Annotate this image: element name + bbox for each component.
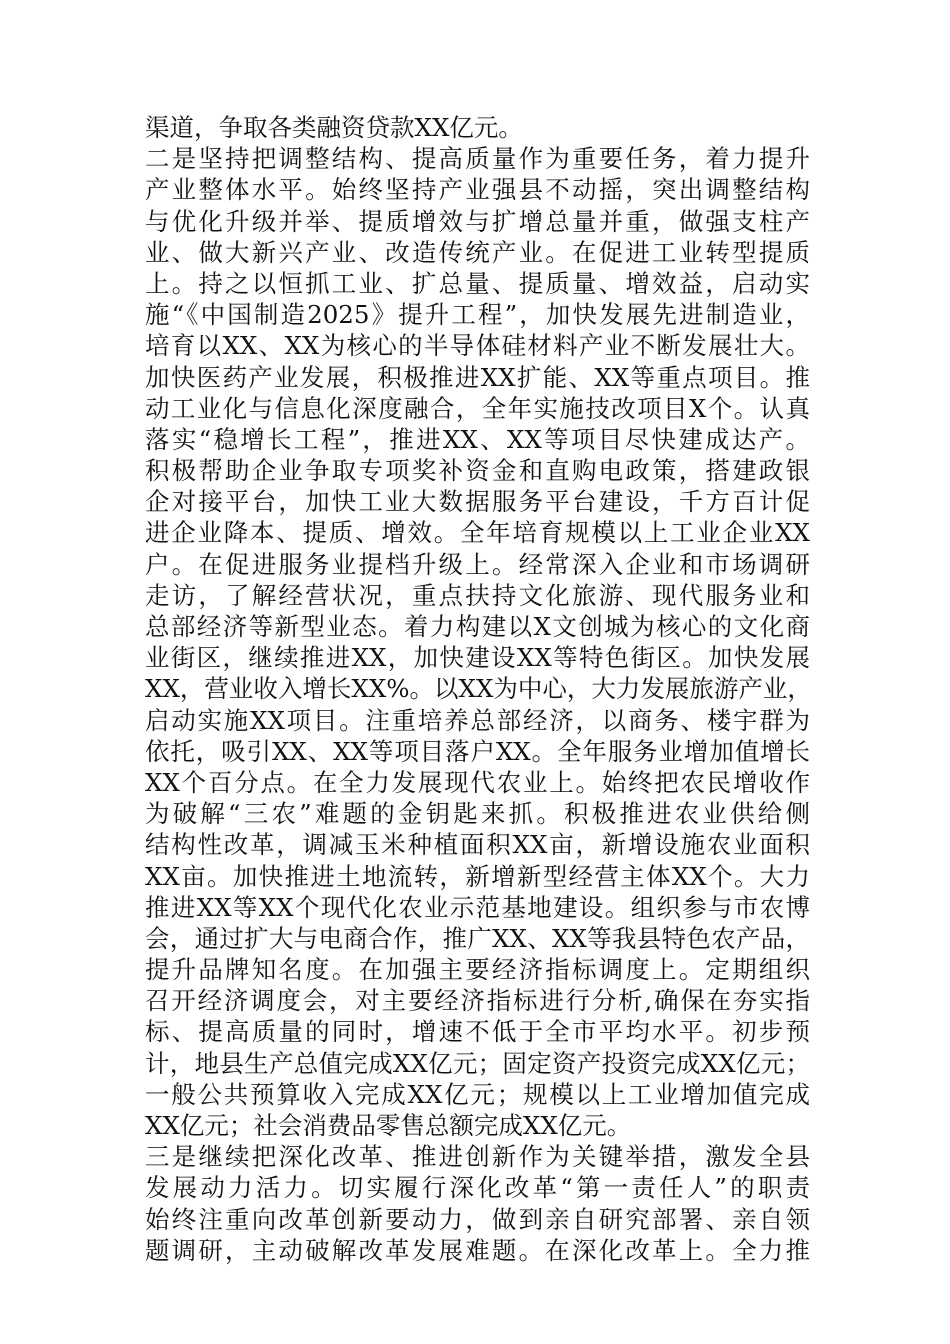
text-line: 总部经济等新型业态。着力构建以X文创城为核心的文化商 (145, 612, 810, 641)
text-line: 上。持之以恒抓工业、扩总量、提质量、增效益，启动实 (145, 268, 810, 298)
text-line: 推进XX等XX个现代化农业示范基地建设。组织参与市农博 (145, 892, 810, 922)
text-line: 业、做大新兴产业、改造传统产业。在促进工业转型提质 (145, 237, 810, 267)
text-line: 召开经济调度会，对主要经济指标进行分析,确保在夯实指 (145, 986, 810, 1016)
text-line: 加快医药产业发展，积极推进XX扩能、XX等重点项目。推 (145, 362, 810, 392)
text-line: 为破解“三农”难题的金钥匙来抓。积极推进农业供给侧 (145, 799, 810, 829)
text-line: 启动实施XX项目。注重培养总部经济，以商务、楼宇群为 (145, 705, 810, 735)
text-line: XX，营业收入增长XX%。以XX为中心，大力发展旅游产业， (145, 674, 812, 704)
text-line: XX亿元；社会消费品零售总额完成XX亿元。 (145, 1111, 632, 1140)
text-line: 渠道，争取各类融资贷款XX亿元。 (145, 113, 523, 142)
text-line: 结构性改革，调减玉米种植面积XX亩，新增设施农业面积 (145, 830, 810, 860)
text-line: 业街区，继续推进XX，加快建设XX等特色街区。加快发展 (145, 643, 810, 673)
text-line: 二是坚持把调整结构、提高质量作为重要任务，着力提升 (145, 144, 810, 174)
text-line: 标、提高质量的同时，增速不低于全市平均水平。初步预 (145, 1017, 810, 1047)
text-line: 提升品牌知名度。在加强主要经济指标调度上。定期组织 (145, 955, 810, 985)
text-line: 进企业降本、提质、增效。全年培育规模以上工业企业XX (145, 518, 810, 548)
text-line: 发展动力活力。切实履行深化改革“第一责任人”的职责 (145, 1173, 810, 1203)
text-line: 三是继续把深化改革、推进创新作为关键举措，激发全县 (145, 1142, 810, 1172)
text-line: 依托，吸引XX、XX等项目落户XX。全年服务业增加值增长 (145, 736, 810, 766)
text-line: 一般公共预算收入完成XX亿元；规模以上工业增加值完成 (145, 1079, 810, 1109)
text-line: 积极帮助企业争取专项奖补资金和直购电政策，搭建政银 (145, 456, 810, 486)
text-line: 企对接平台，加快工业大数据服务平台建设，千方百计促 (145, 487, 810, 517)
document-body-text (145, 112, 810, 1266)
text-line: XX个百分点。在全力发展现代农业上。始终把农民增收作 (145, 767, 810, 797)
text-line: 动工业化与信息化深度融合，全年实施技改项目X个。认真 (145, 393, 810, 423)
text-line: 户。在促进服务业提档升级上。经常深入企业和市场调研 (145, 549, 810, 579)
text-line: 产业整体水平。始终坚持产业强县不动摇，突出调整结构 (145, 175, 810, 205)
text-line: 落实“稳增长工程”，推进XX、XX等项目尽快建成达产。 (145, 424, 810, 454)
text-line: 题调研，主动破解改革发展难题。在深化改革上。全力推 (145, 1235, 810, 1265)
text-line: 会，通过扩大与电商合作，推广XX、XX等我县特色农产品， (145, 923, 810, 953)
text-line: 走访，了解经营状况，重点扶持文化旅游、现代服务业和 (145, 580, 810, 610)
text-line: XX亩。加快推进土地流转，新增新型经营主体XX个。大力 (145, 861, 810, 891)
text-line: 始终注重向改革创新要动力，做到亲自研究部署、亲自领 (145, 1204, 810, 1234)
text-line: 培育以XX、XX为核心的半导体硅材料产业不断发展壮大。 (145, 331, 810, 361)
text-line: 施“《中国制造2025》提升工程”，加快发展先进制造业， (145, 300, 810, 330)
text-line: 计，地县生产总值完成XX亿元；固定资产投资完成XX亿元； (145, 1048, 810, 1078)
text-line: 与优化升级并举、提质增效与扩增总量并重，做强支柱产 (145, 206, 810, 236)
